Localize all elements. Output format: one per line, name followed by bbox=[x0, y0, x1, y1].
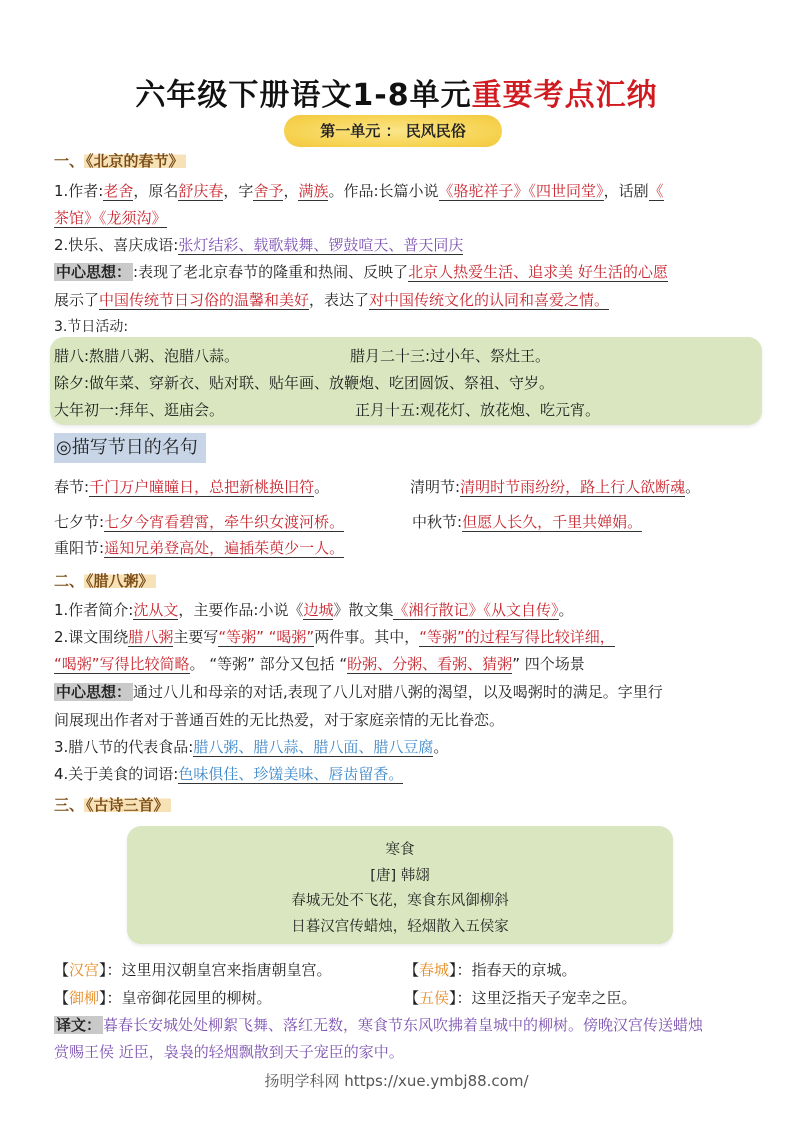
section-heading-1 bbox=[54, 150, 186, 171]
note-item: 【春城】：指春天的京城。 bbox=[404, 961, 577, 979]
text: 通过八儿和母亲的对话,表现了八儿对腊八粥的渴望，以及喝粥时的满足。字里行 bbox=[133, 683, 663, 701]
topic: 腊八粥 bbox=[128, 628, 174, 646]
section-heading-3 bbox=[54, 794, 171, 815]
quote-text: 清明时节雨纷纷，路上行人欲断魂 bbox=[460, 478, 686, 496]
poem-title: 寒食 bbox=[385, 842, 415, 858]
content-line-cont bbox=[54, 653, 585, 675]
author-line-cont bbox=[54, 207, 167, 229]
activities-heading: 3.节日活动: bbox=[54, 319, 129, 335]
idioms-line bbox=[54, 234, 463, 256]
central-idea-line-cont bbox=[54, 289, 609, 311]
note-definition: ：这里泛指天子宠幸之臣。 bbox=[456, 989, 637, 1007]
novel: 边城 bbox=[303, 601, 334, 619]
poem-line: 春城无处不飞花，寒食东风御柳斜 bbox=[291, 893, 509, 909]
text: ，字 bbox=[223, 182, 254, 200]
activity-item: 大年初一:拜年、逛庙会。 bbox=[54, 401, 225, 419]
activity-item: 腊月二十三:过小年、祭灶王。 bbox=[350, 347, 551, 365]
section-number: 二、 bbox=[54, 572, 85, 590]
quote-item bbox=[54, 537, 344, 559]
author-name: 沈从文 bbox=[133, 601, 179, 619]
scenes: 盼粥、分粥、看粥、猜粥 bbox=[347, 655, 513, 673]
highlight-text: 对中国传统文化的认同和喜爱之情。 bbox=[369, 291, 610, 309]
festival-name: 春节: bbox=[54, 478, 90, 496]
essays: 《湘行散记》《从文自传》 bbox=[393, 601, 559, 619]
food-words-line bbox=[54, 763, 403, 785]
note-definition: ：指春天的京城。 bbox=[456, 961, 577, 979]
text: 。作品:长篇小说 bbox=[328, 182, 439, 200]
text: 主要写 bbox=[173, 628, 219, 646]
text: 。 bbox=[433, 738, 449, 756]
section-number: 三、 bbox=[54, 796, 85, 814]
note-term: 御柳 bbox=[69, 989, 100, 1007]
note-definition: ：这里用汉朝皇宫来指唐朝皇宫。 bbox=[106, 961, 332, 979]
poem-line: 日暮汉宫传蜡烛，轻烟散入五侯家 bbox=[291, 919, 509, 935]
central-idea-line-cont: 间展现出作者对于普通百姓的无比热爱，对于家庭亲情的无比眷恋。 bbox=[54, 711, 505, 729]
footer-watermark: 扬明学科网 https://xue.ymbj88.com/ bbox=[264, 1072, 529, 1090]
title-part-black: 六年级下册语文1-8单元 bbox=[135, 78, 472, 113]
text: 4.关于美食的词语: bbox=[54, 765, 179, 783]
quotes-heading: ◎描写节日的名句 bbox=[54, 433, 206, 463]
section-title: 《腊八粥》 bbox=[86, 572, 154, 590]
idioms: 张灯结彩、载歌载舞、锣鼓喧天、普天同庆 bbox=[178, 236, 464, 254]
original-name: 舒庆春 bbox=[178, 182, 224, 200]
author-line bbox=[54, 180, 664, 202]
foods: 腊八粥、腊八蒜、腊八面、腊八豆腐 bbox=[193, 738, 434, 756]
central-idea-label: 中心思想： bbox=[56, 263, 132, 281]
central-idea-line bbox=[54, 261, 668, 283]
content-line bbox=[54, 626, 615, 648]
section-heading-2 bbox=[54, 570, 156, 591]
food-words: 色味俱佳、珍馐美味、唇齿留香。 bbox=[178, 765, 404, 783]
quote-item bbox=[54, 476, 329, 498]
note-term: 汉宫 bbox=[69, 961, 100, 979]
text: 》散文集 bbox=[333, 601, 394, 619]
text: ，原名 bbox=[133, 182, 179, 200]
quote-item bbox=[412, 511, 642, 533]
activity-item: 正月十五:观花灯、放花炮、吃元宵。 bbox=[355, 401, 601, 419]
text: 1.作者简介: bbox=[54, 601, 134, 619]
plays: 《 bbox=[648, 182, 664, 200]
quote-item bbox=[410, 476, 700, 498]
text: 。 bbox=[558, 601, 574, 619]
quote-item bbox=[54, 511, 344, 533]
highlight-text: 北京人热爱生活、追求美 好生活的心愿 bbox=[408, 263, 668, 281]
section-number: 一、 bbox=[54, 152, 85, 170]
translation-line bbox=[54, 1014, 703, 1036]
festival-name: 清明节: bbox=[410, 478, 461, 496]
text: ，话剧 bbox=[603, 182, 649, 200]
text: 两件事。其中， bbox=[314, 628, 420, 646]
note-definition: ：皇帝御花园里的柳树。 bbox=[106, 989, 272, 1007]
courtesy-name: 舍予 bbox=[253, 182, 284, 200]
activities-box bbox=[50, 337, 762, 425]
translation-text: 暮春长安城处处柳絮飞舞、落红无数，寒食节东风吹拂着皇城中的柳树。傍晚汉宫传送蜡烛 bbox=[103, 1016, 704, 1034]
translation-line-cont: 赏赐王侯 近臣，袅袅的轻烟飘散到天子宠臣的家中。 bbox=[54, 1043, 404, 1061]
note-term: 春城 bbox=[419, 961, 450, 979]
note-item: 【御柳】：皇帝御花园里的柳树。 bbox=[54, 989, 272, 1007]
poem-box bbox=[127, 826, 673, 944]
poem-author: [唐] 韩翃 bbox=[370, 868, 430, 884]
central-idea-label: 中心思想： bbox=[56, 683, 132, 701]
unit-badge: 第一单元 ： 民风民俗 bbox=[284, 115, 502, 147]
text: 。 “等粥” 部分又包括 “ bbox=[189, 655, 348, 673]
highlight-text: 中国传统节日习俗的温馨和美好 bbox=[99, 291, 310, 309]
note-term: 五侯 bbox=[419, 989, 450, 1007]
text: 2.课文围绕 bbox=[54, 628, 129, 646]
festival-name: 重阳节: bbox=[54, 539, 105, 557]
note-item: 【五侯】：这里泛指天子宠幸之臣。 bbox=[404, 989, 637, 1007]
text: 3.腊八节的代表食品: bbox=[54, 738, 194, 756]
activity-item: 除夕:做年菜、穿新衣、贴对联、贴年画、放鞭炮、吃团圆饭、祭祖、守岁。 bbox=[54, 374, 555, 392]
foods-line bbox=[54, 736, 448, 758]
section-title: 《古诗三首》 bbox=[86, 796, 169, 814]
text: 展示了 bbox=[54, 291, 100, 309]
page-title bbox=[0, 70, 793, 114]
text: 2.快乐、喜庆成语: bbox=[54, 236, 179, 254]
title-part-red: 重要考点汇纳 bbox=[471, 78, 658, 113]
events: “等粥” “喝粥” bbox=[218, 628, 315, 646]
quote-text: 七夕今宵看碧霄，牵牛织女渡河桥。 bbox=[104, 513, 345, 531]
novels: 《骆驼祥子》《四世同堂》 bbox=[438, 182, 604, 200]
text: ，表达了 bbox=[309, 291, 370, 309]
text: 。 bbox=[685, 478, 701, 496]
translation-label: 译文： bbox=[56, 1016, 102, 1034]
festival-name: 七夕节: bbox=[54, 513, 105, 531]
plays: 茶馆》《龙须沟》 bbox=[54, 209, 167, 227]
text: ” 四个场景 bbox=[512, 655, 585, 673]
quote-text: 千门万户曈曈日，总把新桃换旧符 bbox=[89, 478, 315, 496]
quote-text: 遥知兄弟登高处，遍插茱萸少一人。 bbox=[104, 539, 345, 557]
text: ，主要作品:小说《 bbox=[178, 601, 304, 619]
text: 。 bbox=[314, 478, 330, 496]
author-name: 老舍 bbox=[103, 182, 134, 200]
author-line bbox=[54, 599, 574, 621]
highlight-text: “喝粥”写得比较简略 bbox=[54, 655, 190, 673]
ethnicity: 满族 bbox=[298, 182, 329, 200]
activity-item: 腊八:熬腊八粥、泡腊八蒜。 bbox=[54, 347, 240, 365]
highlight-text: “等粥”的过程写得比较详细， bbox=[419, 628, 615, 646]
section-title: 《北京的春节》 bbox=[86, 152, 184, 170]
text: ， bbox=[283, 182, 299, 200]
text: :表现了老北京春节的隆重和热闹、反映了 bbox=[133, 263, 409, 281]
quote-text: 但愿人长久，千里共婵娟。 bbox=[462, 513, 643, 531]
festival-name: 中秋节: bbox=[412, 513, 463, 531]
note-item: 【汉宫】：这里用汉朝皇宫来指唐朝皇宫。 bbox=[54, 961, 332, 979]
central-idea-line bbox=[54, 681, 663, 703]
text: 1.作者: bbox=[54, 182, 104, 200]
